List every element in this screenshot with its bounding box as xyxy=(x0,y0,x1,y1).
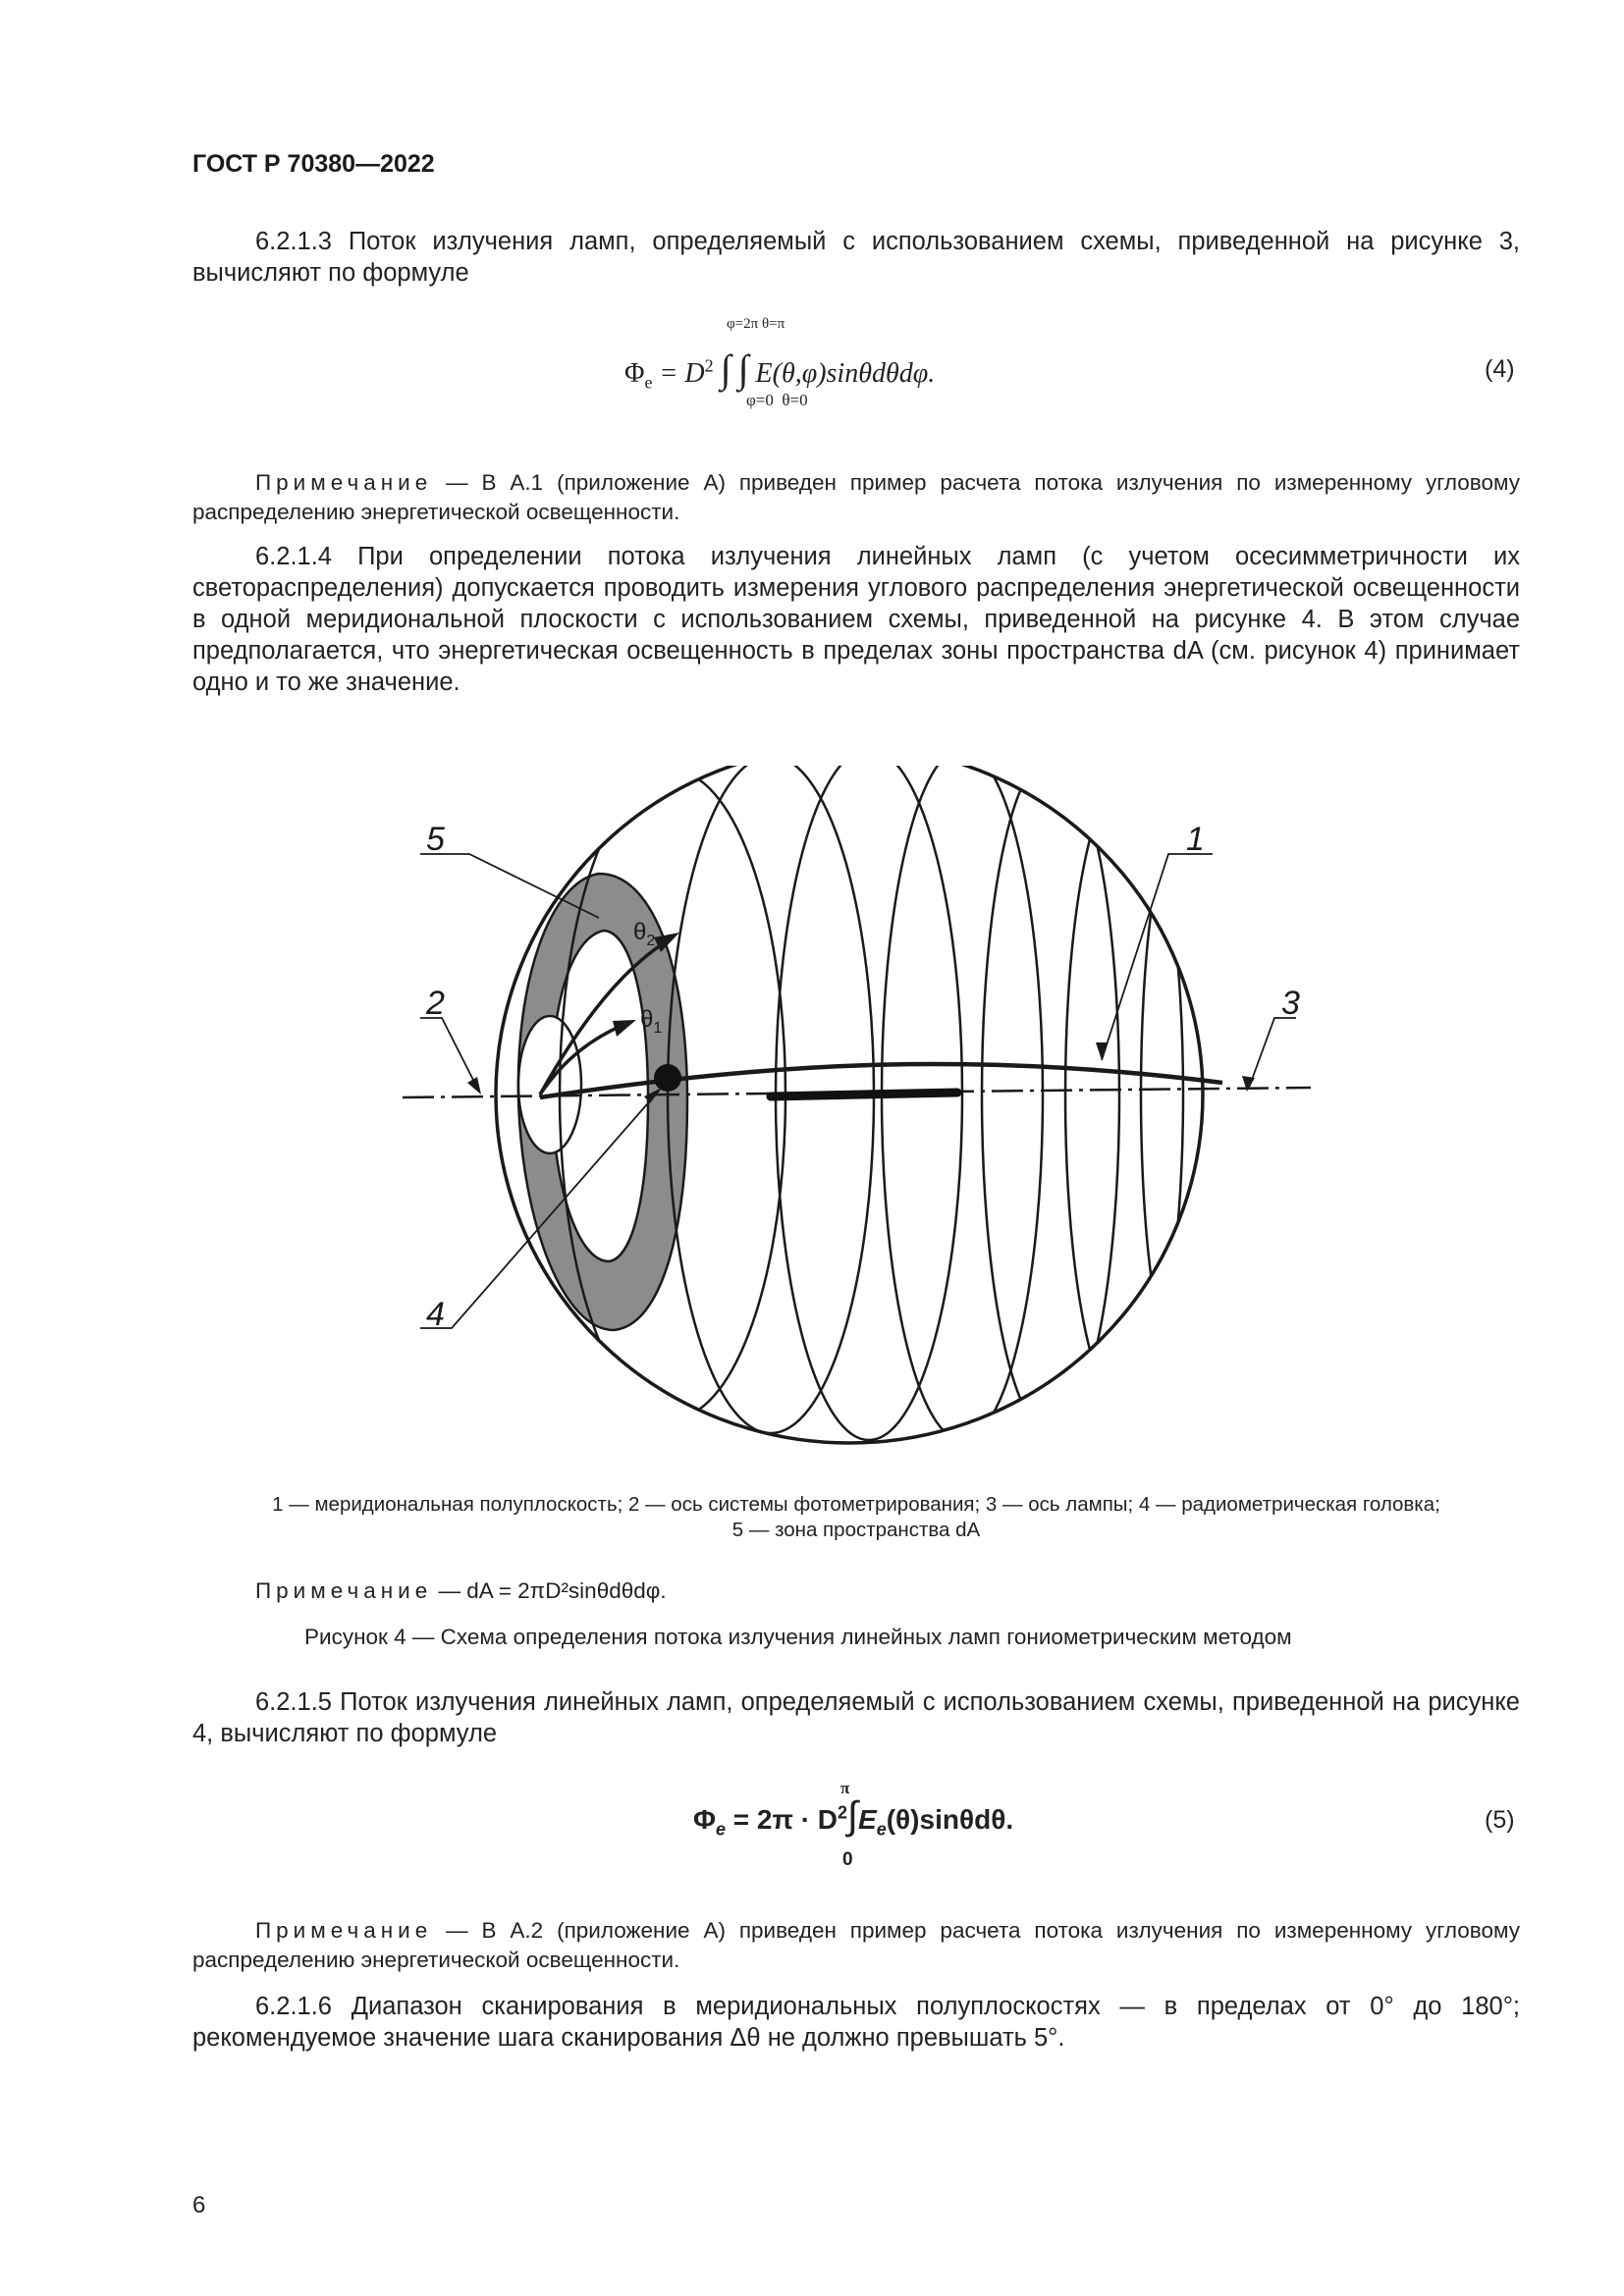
formula5-lhs-sub: e xyxy=(715,1819,726,1840)
formula4-upper-limits: φ=2π θ=π xyxy=(727,316,785,332)
radiometric-head xyxy=(654,1064,681,1092)
paragraph-6-2-1-4: 6.2.1.4 При определении потока излучения линейных ламп (с учетом осесимметричности их светораспределения) допускается проводить измерения углового распределения энергетической освещенности в одной меридиональной плоскости с использованием схемы, приведенной на рисунке 4. В этом случае предполагается, что энергетическая освещенность в пределах зоны пространства dA (см. рисунок 4) принимает одно и то же значение. xyxy=(192,543,1520,696)
linear-lamp xyxy=(771,1093,957,1096)
inner-ring xyxy=(518,1016,581,1153)
note-1 xyxy=(192,468,1520,527)
formula4-lower-limits: φ=0 θ=0 xyxy=(746,391,808,409)
figure-4-note-text: — dA = 2πD²sinθdθdφ. xyxy=(432,1578,667,1603)
leader-1-arrowhead xyxy=(1096,1042,1108,1060)
formula4-body xyxy=(624,346,935,394)
formula5-lhs: Φ xyxy=(693,1804,716,1835)
formula5-eq: = 2π · D xyxy=(732,1804,839,1835)
note-1-label: Примечание xyxy=(255,470,433,495)
formula4-integrand: E(θ,φ)sinθdθdφ. xyxy=(755,358,936,389)
formula4-lhs-sub: e xyxy=(644,372,653,393)
note-1-text: — В А.1 (приложение А) приведен пример расчета потока излучения по измеренному угловому распределению энергетической освещенности. xyxy=(192,470,1520,524)
label-theta2-symbol: θ xyxy=(633,919,647,945)
equation-number-4: (4) xyxy=(1485,355,1515,383)
label-theta2-sub: 2 xyxy=(646,933,656,949)
formula4-eq: = D xyxy=(659,358,705,389)
integral-sign: ∫ xyxy=(847,1794,859,1838)
paragraph-6-2-1-5: 6.2.1.5 Поток излучения линейных ламп, определяемый с использованием схемы, приведенной на рисунке 4, вычисляют по формуле xyxy=(192,1688,1520,1747)
note-2 xyxy=(192,1916,1520,1975)
formula5-upper-limit: π xyxy=(840,1779,850,1797)
note-2-text: — В А.2 (приложение А) приведен пример расчета потока излучения по измеренному угловому распределению энергетической освещенности. xyxy=(192,1918,1520,1972)
page-number: 6 xyxy=(192,2192,206,2218)
equation-number-5: (5) xyxy=(1485,1806,1515,1834)
formula4-lhs: Φ xyxy=(624,358,645,389)
figure-4-legend-line1: 1 — меридиональная полуплоскость; 2 — ось системы фотометрирования; 3 — ось лампы; 4 — радиометрическая головка; xyxy=(272,1493,1440,1516)
formula5-square: 2 xyxy=(838,1802,848,1823)
figure-4-diagram xyxy=(389,766,1322,1453)
note-2-label: Примечание xyxy=(255,1918,433,1943)
document-header: ГОСТ Р 70380—2022 xyxy=(192,150,435,178)
label-theta1-symbol: θ xyxy=(640,1006,654,1033)
paragraph-6-2-1-3: 6.2.1.3 Поток излучения ламп, определяемый с использованием схемы, приведенной на рисунке 3, вычисляют по формуле xyxy=(192,228,1520,287)
formula5-integrand-e: E xyxy=(858,1804,877,1835)
formula4-square: 2 xyxy=(704,355,714,376)
label-1: 1 xyxy=(1186,821,1205,858)
figure-4-title: Рисунок 4 — Схема определения потока излучения линейных ламп гониометрическим методом xyxy=(304,1625,1292,1649)
label-4: 4 xyxy=(426,1296,445,1333)
figure-4-note-label: Примечание xyxy=(255,1578,433,1603)
theta1-arrowhead xyxy=(613,1020,636,1037)
figure-4-legend-line2: 5 — зона пространства dA xyxy=(731,1519,981,1541)
label-theta1-sub: 1 xyxy=(653,1020,663,1037)
integral-sign-theta: ∫ xyxy=(737,347,749,391)
label-3: 3 xyxy=(1281,985,1300,1022)
leader-2-arrowhead xyxy=(467,1077,481,1095)
label-2: 2 xyxy=(426,985,445,1022)
formula5-body xyxy=(693,1794,1013,1841)
formula5-integrand-sub: e xyxy=(876,1819,887,1840)
integral-sign-phi: ∫ xyxy=(720,347,731,391)
paragraph-6-2-1-6: 6.2.1.6 Диапазон сканирования в меридиональных полуплоскостях — в пределах от 0° до 180°; рекомендуемое значение шага сканирования Δθ не должно превышать 5°. xyxy=(192,1993,1520,2052)
formula5-lower-limit: 0 xyxy=(842,1849,853,1870)
label-5: 5 xyxy=(426,821,445,858)
figure-4-note xyxy=(192,1576,1520,1606)
formula5-integrand-rest: (θ)sinθdθ. xyxy=(886,1804,1014,1835)
